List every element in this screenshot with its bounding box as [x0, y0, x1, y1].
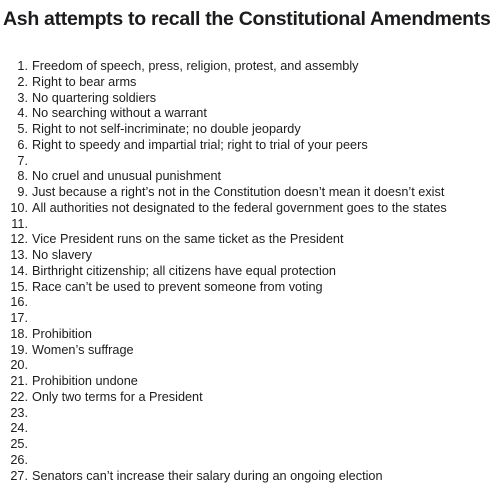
list-item-text: No searching without a warrant — [32, 106, 207, 121]
list-item-number: 5. — [17, 122, 28, 136]
note-title[interactable]: Ash attempts to recall the Constitutional Amendments — [3, 8, 491, 30]
list-item[interactable] — [0, 374, 447, 390]
list-item[interactable] — [0, 280, 447, 296]
list-item-text: Just because a right’s not in the Constitution doesn’t mean it doesn’t exist — [32, 185, 445, 199]
amendment-list — [0, 59, 447, 484]
list-item[interactable] — [0, 469, 447, 485]
list-item-text: No slavery — [32, 248, 92, 262]
list-item[interactable] — [0, 201, 447, 217]
list-item-text: No cruel and unusual punishment — [32, 169, 222, 184]
list-item-text: No quartering soldiers — [32, 90, 157, 105]
list-item-number: 18. — [10, 326, 28, 341]
list-item[interactable] — [0, 358, 447, 374]
list-item[interactable] — [0, 138, 447, 154]
list-item[interactable] — [0, 154, 447, 170]
list-item[interactable] — [0, 169, 447, 185]
list-item-number: 2. — [17, 74, 28, 89]
list-item-number: 13. — [10, 248, 28, 262]
list-item-number: 12. — [10, 232, 28, 247]
list-item[interactable] — [0, 185, 447, 201]
list-item-number: 4. — [17, 106, 28, 121]
list-item-text: Right to speedy and impartial trial; right to trial of your peers — [32, 137, 368, 152]
list-item-text: Vice President runs on the same ticket as the President — [32, 232, 344, 247]
list-item-number: 14. — [10, 263, 28, 278]
list-item-number: 8. — [17, 169, 28, 184]
list-item-number: 16. — [10, 295, 28, 310]
list-item[interactable] — [0, 91, 447, 107]
list-item-number: 26. — [10, 452, 28, 467]
list-item-number: 3. — [17, 90, 28, 105]
list-item-number: 27. — [10, 468, 28, 483]
list-item-number: 21. — [10, 374, 28, 388]
list-item-number: 10. — [10, 200, 28, 215]
list-item-number: 17. — [10, 311, 28, 325]
list-item-number: 9. — [17, 185, 28, 199]
list-item-number: 22. — [10, 389, 28, 404]
list-item[interactable] — [0, 453, 447, 469]
list-item[interactable] — [0, 406, 447, 422]
list-item-text: Right to not self-incriminate; no double jeopardy — [32, 122, 301, 136]
list-item[interactable] — [0, 75, 447, 91]
list-item-number: 11. — [11, 216, 28, 231]
list-item-number: 23. — [10, 405, 28, 420]
list-item-text: Senators can’t increase their salary during an ongoing election — [32, 468, 383, 483]
list-item[interactable] — [0, 217, 447, 233]
list-item-number: 1. — [17, 59, 28, 73]
list-item-text: Only two terms for a President — [32, 389, 203, 404]
list-item[interactable] — [0, 390, 447, 406]
list-item[interactable] — [0, 248, 447, 264]
list-item[interactable] — [0, 122, 447, 138]
list-item-text: Women’s suffrage — [32, 342, 134, 357]
list-item[interactable] — [0, 106, 447, 122]
list-item-number: 15. — [10, 279, 28, 294]
list-item-number: 7. — [17, 153, 28, 168]
list-item-number: 24. — [10, 421, 28, 436]
list-item-text: Right to bear arms — [32, 74, 137, 89]
list-item-text: All authorities not designated to the federal government goes to the states — [32, 200, 447, 215]
list-item[interactable] — [0, 327, 447, 343]
list-item[interactable] — [0, 295, 447, 311]
list-item-text: Birthright citizenship; all citizens have equal protection — [32, 263, 336, 278]
list-item-text: Freedom of speech, press, religion, protest, and assembly — [32, 59, 359, 73]
list-item[interactable] — [0, 343, 447, 359]
list-item[interactable] — [0, 311, 447, 327]
list-item-number: 25. — [10, 437, 28, 451]
list-item[interactable] — [0, 437, 447, 453]
list-item-number: 19. — [10, 342, 28, 357]
list-item[interactable] — [0, 264, 447, 280]
list-item-text: Prohibition — [32, 326, 92, 341]
list-item-text: Prohibition undone — [32, 374, 138, 388]
list-item-number: 20. — [10, 358, 28, 373]
list-item[interactable] — [0, 232, 447, 248]
list-item-text: Race can’t be used to prevent someone from voting — [32, 279, 323, 294]
list-item[interactable] — [0, 59, 447, 75]
list-item-number: 6. — [17, 137, 28, 152]
list-item[interactable] — [0, 421, 447, 437]
